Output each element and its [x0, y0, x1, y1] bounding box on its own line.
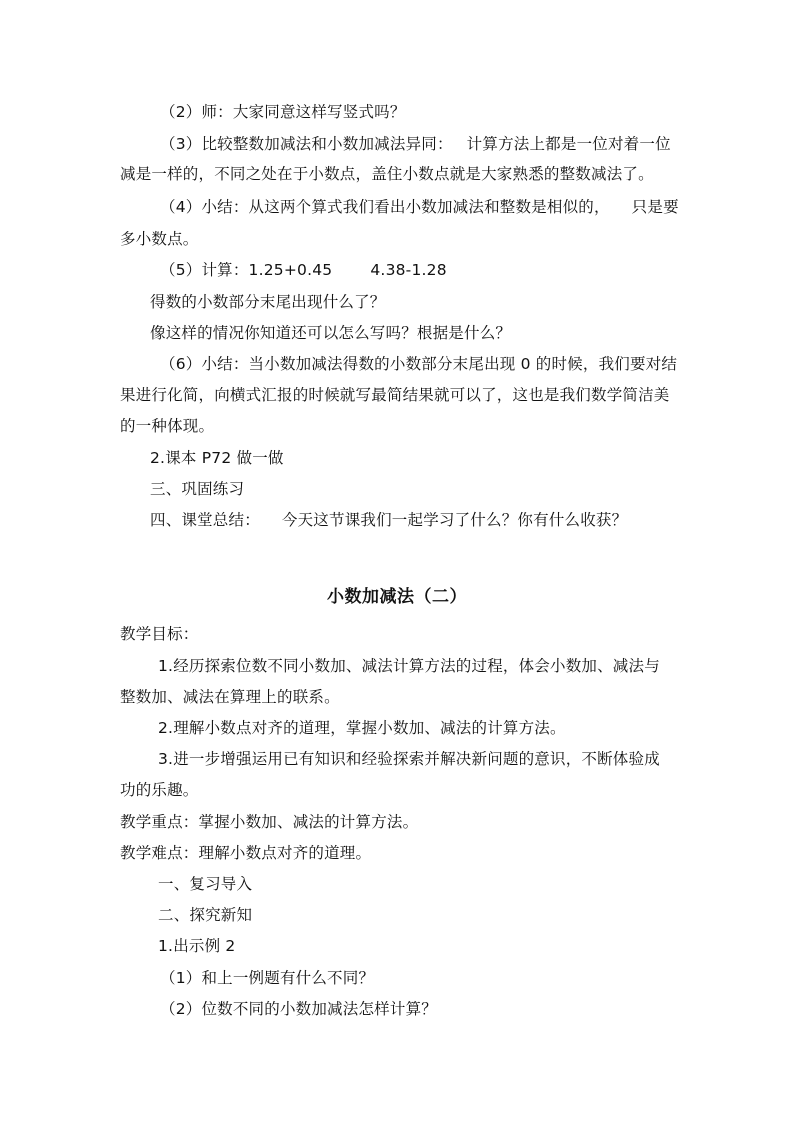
step-3-line-2: 减是一样的，不同之处在于小数点，盖住小数点就是大家熟悉的整数减法了。	[120, 165, 654, 183]
step-6-line-3: 的一种体现。	[120, 417, 215, 435]
example-question-1: （1）和上一例题有什么不同？	[160, 969, 375, 987]
textbook-exercise: 2.课本 P72 做一做	[150, 449, 284, 467]
part-4-text: 今天这节课我们一起学习了什么？你有什么收获？	[281, 511, 628, 529]
step-5-expr-1: （5）计算：1.25+0.45	[160, 261, 333, 279]
part-1-heading: 一、复习导入	[158, 875, 253, 893]
goal-3-line-2: 功的乐趣。	[120, 781, 199, 799]
goal-2: 2.理解小数点对齐的道理，掌握小数加、减法的计算方法。	[158, 719, 566, 737]
step-3-text: 计算方法上都是一位对着一位	[466, 135, 671, 153]
difficulty: 教学难点：理解小数点对齐的道理。	[120, 844, 372, 862]
question-2: 像这样的情况你知道还可以怎么写吗？根据是什么？	[150, 324, 512, 342]
step-3-label: （3）比较整数加减法和小数加减法异同：	[160, 135, 453, 153]
step-6-line-1: （6）小结：当小数加减法得数的小数部分末尾出现 0 的时候，我们要对结	[160, 355, 678, 373]
goal-3-line-1: 3.进一步增强运用已有知识和经验探索并解决新问题的意识，不断体验成	[158, 750, 660, 768]
step-5-expr-2: 4.38-1.28	[370, 261, 447, 279]
key-point: 教学重点：掌握小数加、减法的计算方法。	[120, 813, 419, 831]
step-2-text: （2）师：大家同意这样写竖式吗？	[160, 103, 406, 121]
part-4-label: 四、课堂总结：	[150, 511, 260, 529]
part-2-heading: 二、探究新知	[158, 906, 253, 924]
step-4-line-1	[160, 197, 720, 217]
goal-1-line-1: 1.经历探索位数不同小数加、减法计算方法的过程，体会小数加、减法与	[158, 657, 660, 675]
question-1: 得数的小数部分末尾出现什么了？	[150, 293, 386, 311]
goals-label: 教学目标：	[120, 625, 199, 643]
step-4-label: （4）小结：从这两个算式我们看出小数加减法和整数是相似的，	[160, 198, 610, 216]
step-3-line-1	[160, 134, 720, 154]
lesson-title: 小数加减法（二）	[327, 587, 467, 607]
step-4-text: 只是要	[631, 198, 679, 216]
goal-1-line-2: 整数加、减法在算理上的联系。	[120, 688, 340, 706]
example-question-2: （2）位数不同的小数加减法怎样计算？	[160, 1000, 437, 1018]
step-4-line-2: 多小数点。	[120, 230, 199, 248]
part-3-heading: 三、巩固练习	[150, 480, 245, 498]
example-2: 1.出示例 2	[158, 937, 236, 955]
step-6-line-2: 果进行化简，向横式汇报的时候就写最简结果就可以了，这也是我们数学简洁美	[120, 386, 670, 404]
part-4-line	[150, 510, 710, 530]
step-5-line	[160, 260, 720, 280]
